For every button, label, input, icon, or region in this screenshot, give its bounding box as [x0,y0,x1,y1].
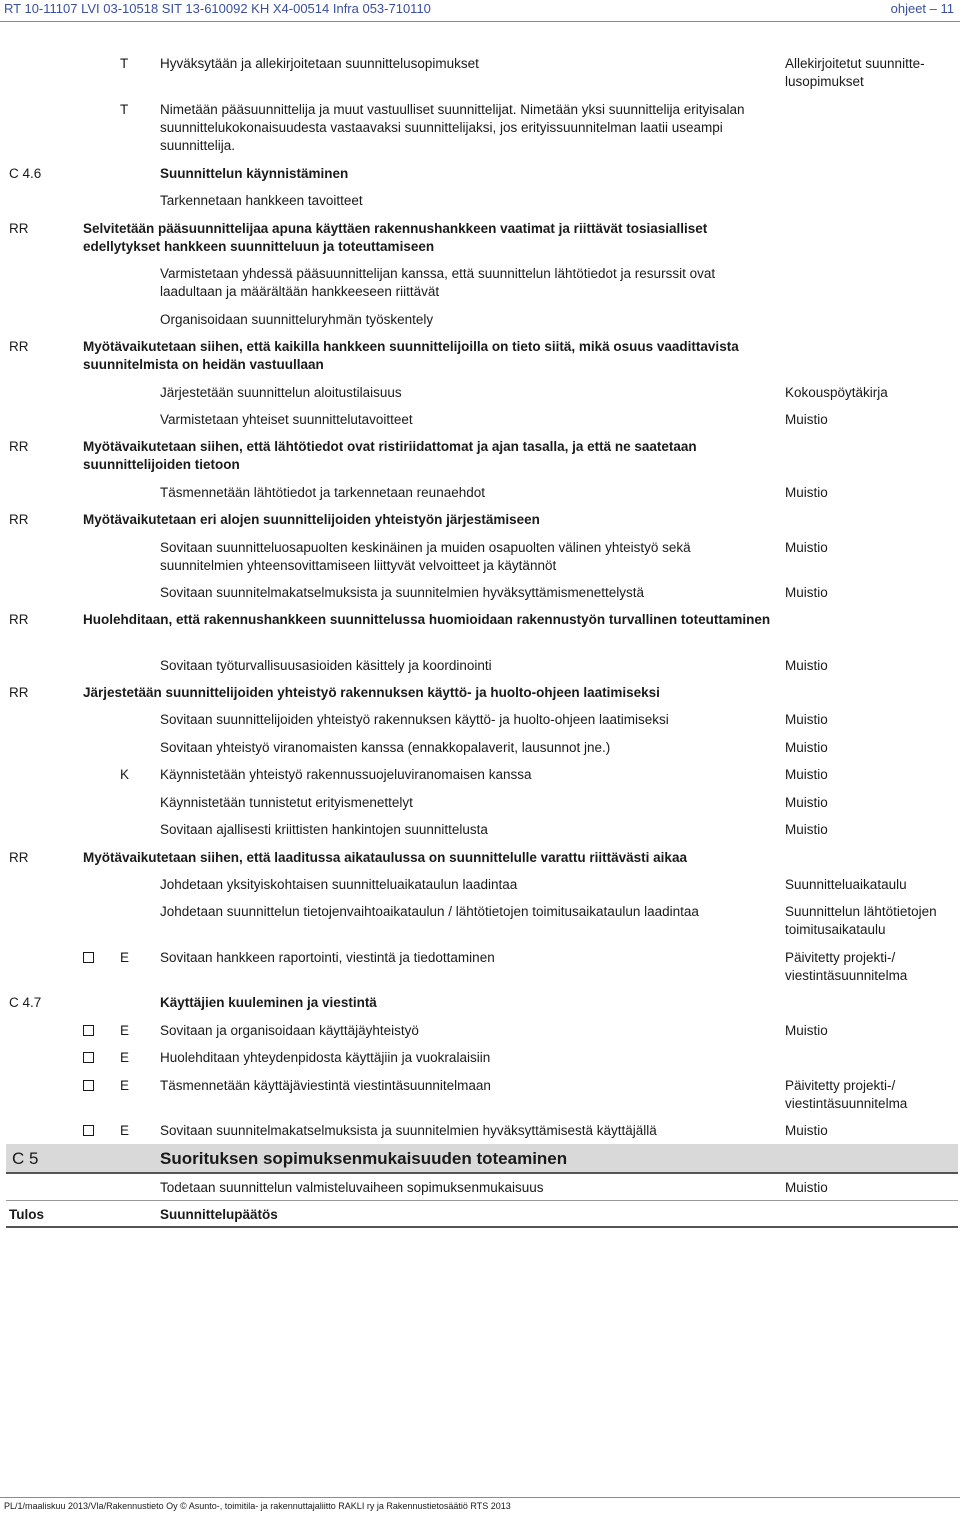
responsibility-text: Myötävaikutetaan siihen, että laaditussa aikataulussa on suunnittelulle varattu riittävästi aikaa [83,850,687,865]
checkbox[interactable] [83,1052,94,1063]
responsibility-text: Järjestetään suunnittelijoiden yhteistyö rakennuksen käyttö- ja huolto-ohjeen laatimiseksi [83,685,660,700]
task-mark: E [120,1050,130,1065]
task-text: Käynnistetään yhteistyö rakennussuojeluviranomaisen kanssa [160,767,532,782]
task-document: Muistio [785,485,828,500]
task-text: Sovitaan suunnitelmakatselmuksista ja suunnitelmien hyväksyttämisestä käyttäjällä [160,1123,657,1138]
task-text: Johdetaan yksityiskohtaisen suunnitteluaikataulun laadintaa [160,877,518,892]
task-text: Sovitaan ja organisoidaan käyttäjäyhteistyö [160,1023,419,1038]
header-divider [0,21,960,22]
task-document: Muistio [785,822,828,837]
task-text: Täsmennetään lähtötiedot ja tarkennetaan reunaehdot [160,485,485,500]
responsibility-text: Myötävaikutetaan siihen, että kaikilla hankkeen suunnittelijoilla on tieto siitä, mikä osuus vaadittavista suunnitelmista on heidän vastuullaan [83,339,739,372]
divider [6,1200,958,1201]
task-document: Muistio [785,1123,828,1138]
responsibility-text: Myötävaikutetaan eri alojen suunnittelijoiden yhteistyön järjestämiseen [83,512,540,527]
task-text: Huolehditaan yhteydenpidosta käyttäjiin ja vuokralaisiin [160,1050,491,1065]
checkbox[interactable] [83,1125,94,1136]
section-title: Suunnittelun käynnistäminen [160,166,349,181]
task-mark: E [120,1078,130,1093]
task-document: Päivitetty projekti-/ viestintäsuunnitelma [785,1078,908,1111]
checkbox[interactable] [83,1080,94,1091]
header-page-number: ohjeet – 11 [890,1,954,16]
task-mark: E [120,950,130,965]
task-document: Kokouspöytäkirja [785,385,888,400]
task-document: Suunnittelun lähtötietojen toimitusaikataulu [785,904,937,937]
task-text: Organisoidaan suunnitteluryhmän työskentely [160,312,434,327]
task-text: Sovitaan suunnitelmakatselmuksista ja suunnitelmien hyväksyttämismenettelystä [160,585,644,600]
responsibility-code: RR [9,439,29,454]
responsibility-code: RR [9,850,29,865]
checkbox[interactable] [83,1025,94,1036]
result-label: Tulos [9,1207,44,1222]
task-document: Muistio [785,712,828,727]
task-text: Tarkennetaan hankkeen tavoitteet [160,193,363,208]
task-document: Allekirjoitetut suunnitte- lusopimukset [785,56,925,89]
task-mark: T [120,102,129,117]
checkbox[interactable] [83,952,94,963]
task-text: Sovitaan suunnittelijoiden yhteistyö rakennuksen käyttö- ja huolto-ohjeen laatimiseksi [160,712,669,727]
responsibility-code: RR [9,612,29,627]
section-title: Käyttäjien kuuleminen ja viestintä [160,995,377,1010]
task-mark: E [120,1123,130,1138]
task-mark: E [120,1023,130,1038]
task-document: Muistio [785,540,828,555]
section-code: C 5 [12,1149,39,1168]
task-text: Todetaan suunnittelun valmisteluvaiheen sopimuksenmukaisuus [160,1180,544,1195]
task-document: Muistio [785,412,828,427]
section-code: C 4.6 [9,166,42,181]
task-document: Muistio [785,1023,828,1038]
task-text: Järjestetään suunnittelun aloitustilaisuus [160,385,402,400]
task-text: Sovitaan ajallisesti kriittisten hankintojen suunnittelusta [160,822,488,837]
responsibility-text: Myötävaikutetaan siihen, että lähtötiedot ovat ristiriidattomat ja ajan tasalla, ja että ne saatetaan suunnittelijoiden tietoon [83,439,697,472]
section-code: C 4.7 [9,995,42,1010]
responsibility-text: Huolehditaan, että rakennushankkeen suunnittelussa huomioidaan rakennustyön turvallinen toteuttaminen [83,612,771,627]
task-mark: T [120,56,129,71]
task-text: Varmistetaan yhdessä pääsuunnittelijan kanssa, että suunnittelun lähtötiedot ja resurssit ovat laadultaan ja määrältään hankkeeseen riittävät [160,266,716,299]
task-document: Muistio [785,767,828,782]
footer-copyright: PL/1/maaliskuu 2013/Vla/Rakennustieto Oy © Asunto-, toimitila- ja rakennuttajaliitto RAKLI ry ja Rakennustietosäätiö RTS 2013 [4,1501,511,1511]
task-document: Muistio [785,658,828,673]
task-text: Hyväksytään ja allekirjoitetaan suunnittelusopimukset [160,56,479,71]
task-document: Muistio [785,1180,828,1195]
task-text: Sovitaan työturvallisuusasioiden käsittely ja koordinointi [160,658,492,673]
responsibility-code: RR [9,221,29,236]
header-codes: RT 10-11107 LVI 03-10518 SIT 13-610092 KH X4-00514 Infra 053-710110 [4,1,431,16]
responsibility-code: RR [9,685,29,700]
section-title: Suorituksen sopimuksenmukaisuuden toteaminen [160,1149,568,1168]
task-document: Päivitetty projekti-/ viestintäsuunnitelma [785,950,908,983]
task-text: Johdetaan suunnittelun tietojenvaihtoaikataulun / lähtötietojen toimitusaikataulun laadintaa [160,904,699,919]
responsibility-text: Selvitetään pääsuunnittelijaa apuna käyttäen rakennushankkeen vaatimat ja riittävät tosiasialliset edellytykset hankkeen suunnitteluun ja toteuttamiseen [83,221,708,254]
divider [6,1226,958,1228]
divider [6,1172,958,1174]
task-document: Muistio [785,795,828,810]
responsibility-code: RR [9,512,29,527]
task-document: Suunnitteluaikataulu [785,877,907,892]
task-text: Käynnistetään tunnistetut erityismenettelyt [160,795,413,810]
task-text: Nimetään pääsuunnittelija ja muut vastuulliset suunnittelijat. Nimetään yksi suunnittelija erityisalan suunnittelukokonaisuudesta vastaavaksi suunnittelijaksi, jos erityissuunnitelman laatii useampi suunnittelija. [160,102,745,153]
task-text: Sovitaan yhteistyö viranomaisten kanssa (ennakkopalaverit, lausunnot jne.) [160,740,611,755]
task-text: Varmistetaan yhteiset suunnittelutavoitteet [160,412,413,427]
task-document: Muistio [785,740,828,755]
task-mark: K [120,767,130,782]
footer-divider [0,1497,960,1498]
result-text: Suunnittelupäätös [160,1207,278,1222]
task-text: Sovitaan hankkeen raportointi, viestintä ja tiedottaminen [160,950,495,965]
task-document: Muistio [785,585,828,600]
task-text: Sovitaan suunnitteluosapuolten keskinäinen ja muiden osapuolten välinen yhteistyö sekä suunnitelmien yhteensovittamiseen liittyvät velvoitteet ja käytännöt [160,540,691,573]
responsibility-code: RR [9,339,29,354]
task-text: Täsmennetään käyttäjäviestintä viestintäsuunnitelmaan [160,1078,491,1093]
